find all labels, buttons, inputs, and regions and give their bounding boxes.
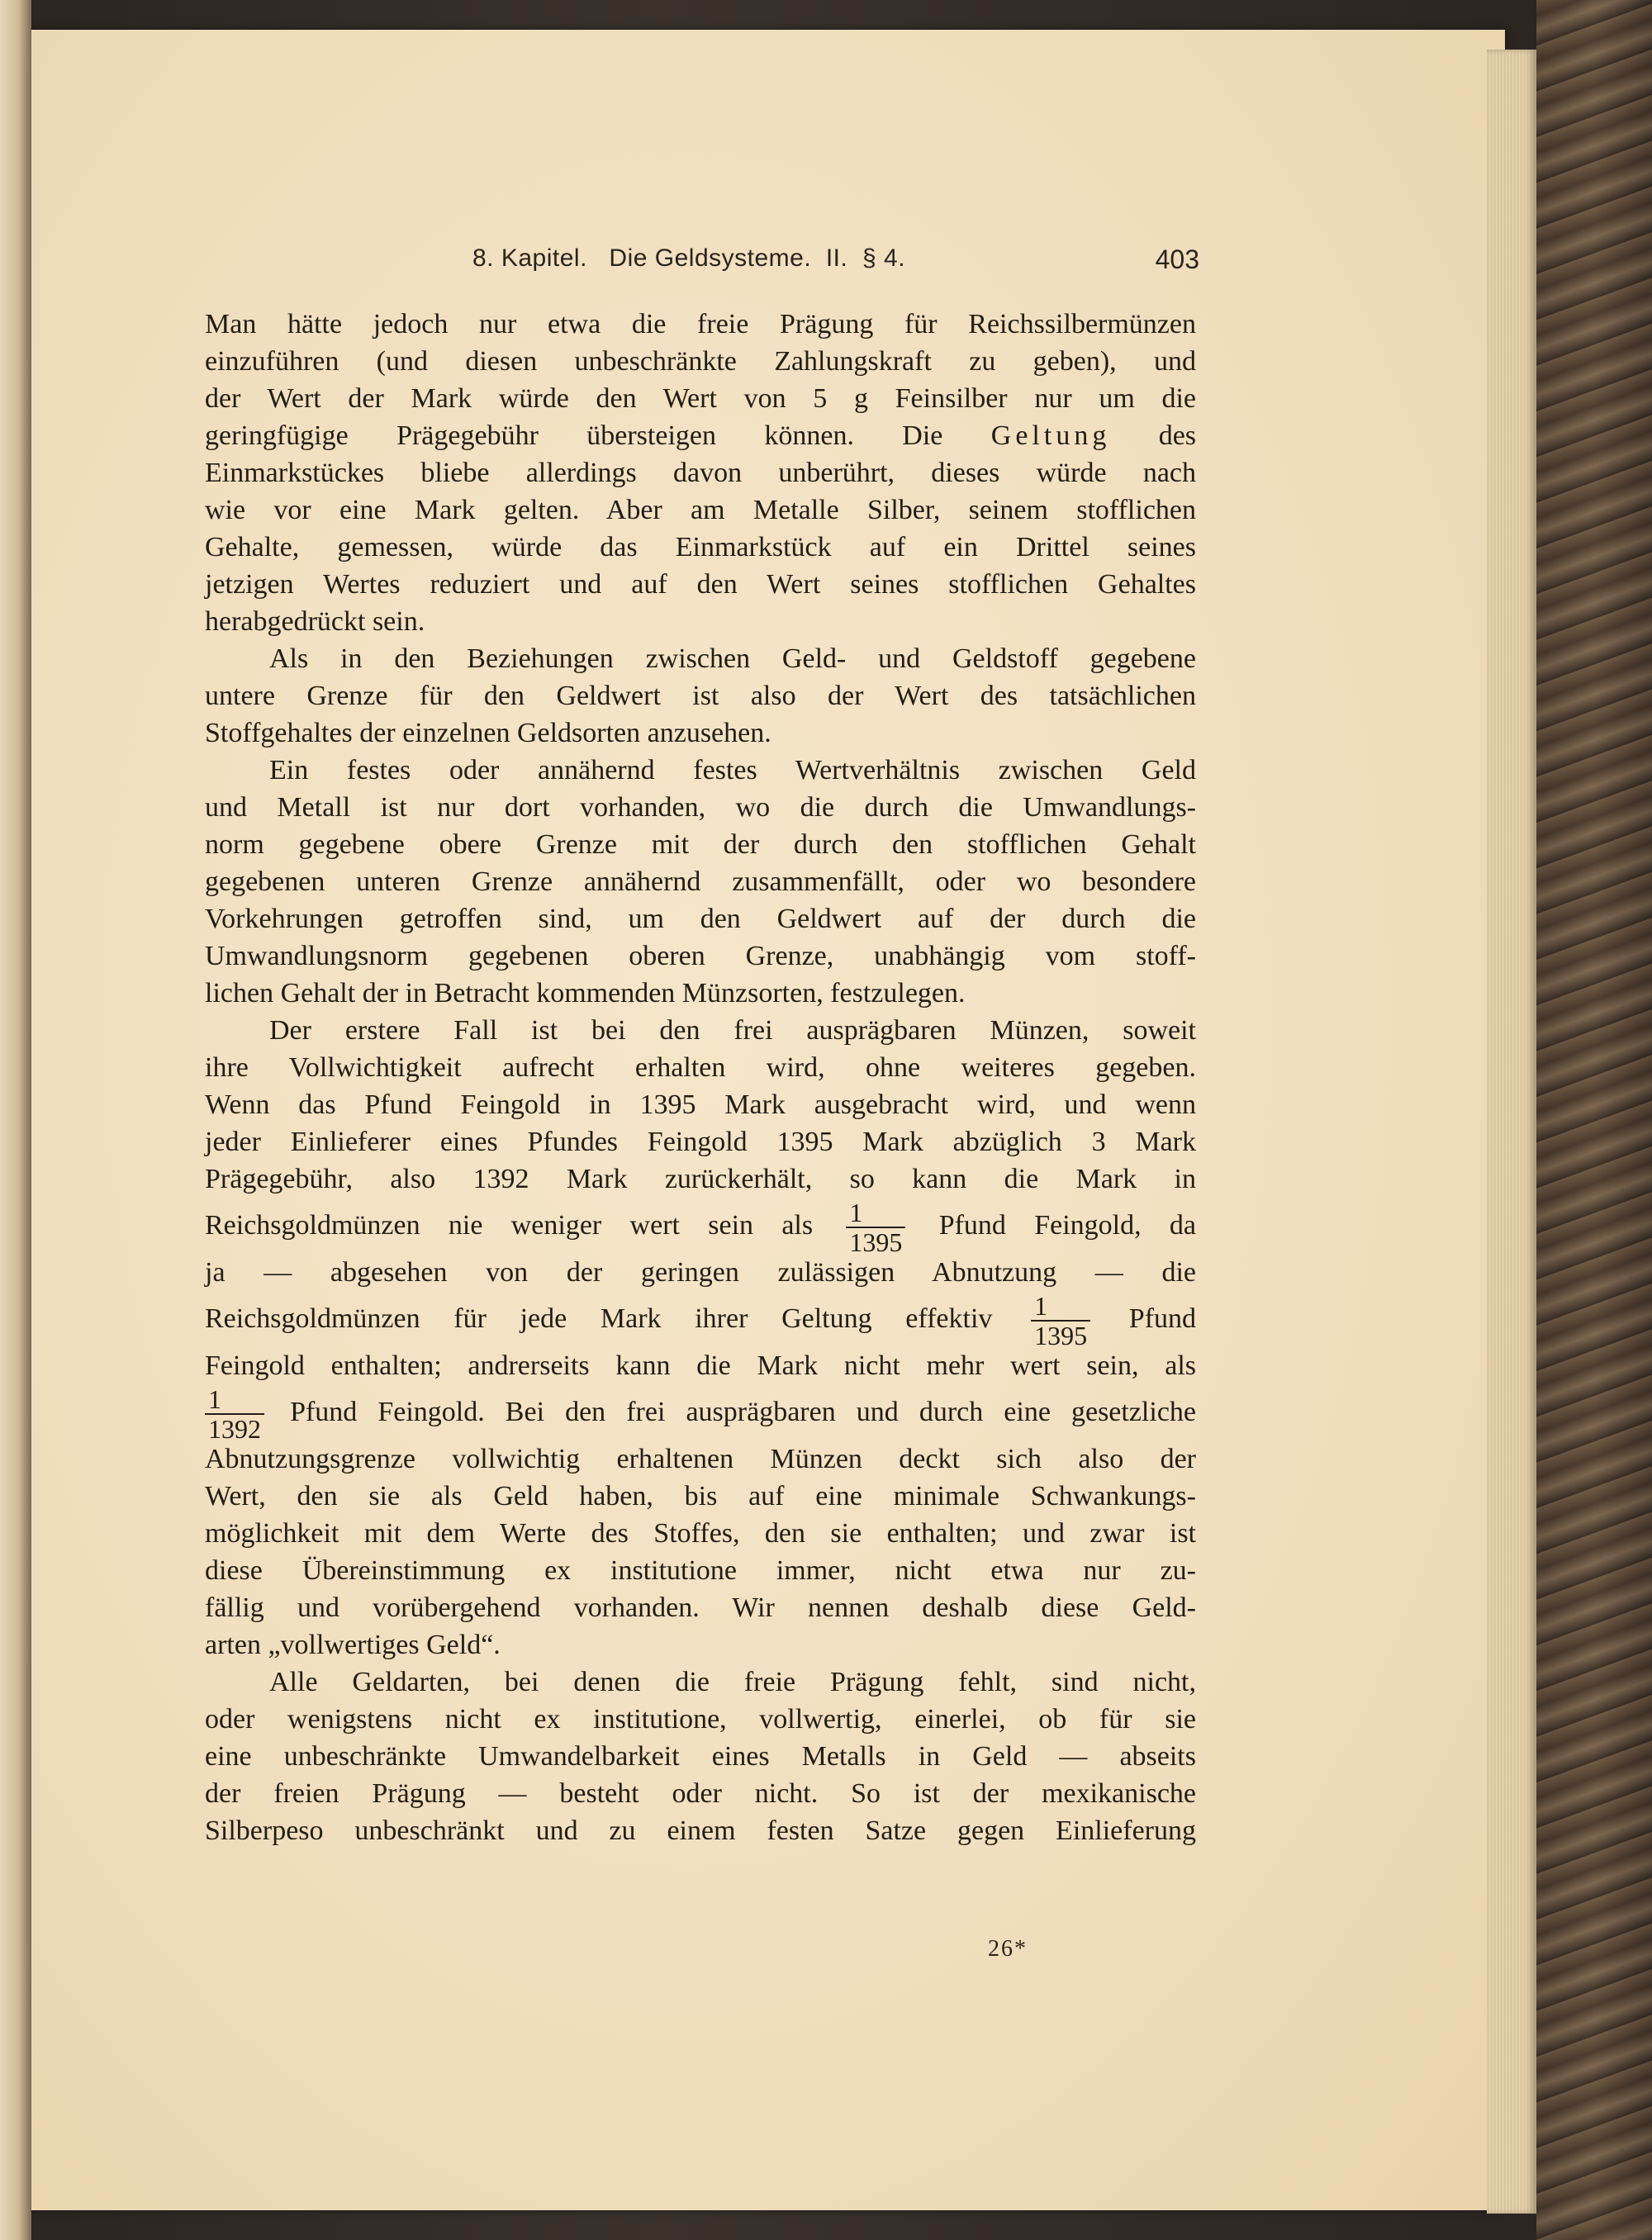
text-line: ja — abgesehen von der geringen zulässigen Abnutzung — die (205, 1257, 1196, 1288)
text-line: arten „vollwertiges Geld“. (205, 1630, 501, 1660)
text-line: norm gegebene obere Grenze mit der durch den stofflichen Gehalt (205, 829, 1196, 860)
text-line: Abnutzungsgrenze vollwichtig erhaltenen Münzen deckt sich also der (205, 1444, 1196, 1474)
body-text (205, 306, 1196, 1849)
text-line: Wenn das Pfund Feingold in 1395 Mark ausgebracht wird, und wenn (205, 1089, 1196, 1120)
text-line: Prägegebühr, also 1392 Mark zurückerhält, so kann die Mark in (205, 1164, 1196, 1194)
page-block-edges (1487, 50, 1536, 2214)
text-line: fällig und vorübergehend vorhanden. Wir nennen deshalb diese Geld- (205, 1592, 1196, 1623)
text-line: $\frac{1}{1392}$ Pfund Feingold. Bei den frei ausprägbaren und durch eine gesetzliche (205, 1384, 1196, 1440)
text-line: Gehalte, gemessen, würde das Einmarkstück auf ein Drittel seines (205, 532, 1196, 562)
fraction: $\frac{1}{1392}$ (205, 1385, 264, 1443)
text-line: diese Übereinstimmung ex institutione immer, nicht etwa nur zu- (205, 1555, 1196, 1586)
text-line: Man hätte jedoch nur etwa die freie Prägung für Reichssilbermünzen (205, 309, 1196, 339)
signature-mark: 26* (988, 1936, 1028, 1962)
text-line: Vorkehrungen getroffen sind, um den Geldwert auf der durch die (205, 904, 1196, 934)
page-number: 403 (1155, 244, 1199, 274)
text-line: Alle Geldarten, bei denen die freie Prägung fehlt, sind nicht, (269, 1667, 1196, 1697)
running-header: 8. Kapitel. Die Geldsysteme. II. § 4. (472, 244, 906, 272)
text-line: Reichsgoldmünzen nie weniger wert sein als $\frac{1}{1395}$ Pfund Feingold, da (205, 1198, 1196, 1258)
text-line: einzuführen (und diesen unbeschränkte Zahlungskraft zu geben), und (205, 346, 1196, 377)
text-line: jeder Einlieferer eines Pfundes Feingold 1395 Mark abzüglich 3 Mark (205, 1127, 1196, 1157)
marbled-edge (1536, 0, 1652, 2240)
text-line: ihre Vollwichtigkeit aufrecht erhalten wird, ohne weiteres gegeben. (205, 1052, 1196, 1083)
text-line: Ein festes oder annähernd festes Wertverhältnis zwischen Geld (269, 755, 1196, 785)
text-line: jetzigen Wertes reduziert und auf den Wert seines stofflichen Gehaltes (205, 569, 1196, 600)
text-line: Als in den Beziehungen zwischen Geld- und Geldstoff gegebene (269, 643, 1196, 674)
text-line: eine unbeschränkte Umwandelbarkeit eines Metalls in Geld — abseits (205, 1741, 1196, 1772)
text-line: und Metall ist nur dort vorhanden, wo die durch die Umwandlungs- (205, 792, 1196, 823)
text-line: lichen Gehalt der in Betracht kommenden Münzsorten, festzulegen. (205, 978, 966, 1008)
text-line: möglichkeit mit dem Werte des Stoffes, den sie enthalten; und zwar ist (205, 1518, 1196, 1549)
text-line: wie vor eine Mark gelten. Aber am Metalle Silber, seinem stofflichen (205, 495, 1196, 525)
text-line: Wert, den sie als Geld haben, bis auf eine minimale Schwankungs- (205, 1481, 1196, 1512)
text-line: Umwandlungsnorm gegebenen oberen Grenze, unabhängig vom stoff- (205, 941, 1196, 971)
text-line: Einmarkstückes bliebe allerdings davon unberührt, dieses würde nach (205, 458, 1196, 488)
text-line: Silberpeso unbeschränkt und zu einem festen Satze gegen Einlieferung (205, 1815, 1196, 1846)
spine-strip (0, 0, 31, 2240)
text-line: Der erstere Fall ist bei den frei ausprägbaren Münzen, soweit (269, 1015, 1196, 1046)
text-line: Reichsgoldmünzen für jede Mark ihrer Geltung effektiv $\frac{1}{1395}$ Pfund (205, 1291, 1197, 1351)
text-line: herabgedrückt sein. (205, 606, 425, 637)
text-line: geringfügige Prägegebühr übersteigen können. Die Geltung des (205, 420, 1197, 451)
spaced-emphasis: Geltung (990, 420, 1111, 451)
text-line: gegebenen unteren Grenze annähernd zusammenfällt, oder wo besondere (205, 866, 1196, 897)
text-line: Feingold enthalten; andrerseits kann die Mark nicht mehr wert sein, als (205, 1350, 1196, 1381)
text-line: Stoffgehaltes der einzelnen Geldsorten anzusehen. (205, 718, 771, 748)
fraction: $\frac{1}{1395}$ (1031, 1292, 1090, 1350)
text-line: der freien Prägung — besteht oder nicht. So ist der mexikanische (205, 1778, 1196, 1809)
text-line: der Wert der Mark würde den Wert von 5 g Feinsilber nur um die (205, 383, 1196, 414)
text-line: untere Grenze für den Geldwert ist also der Wert des tatsächlichen (205, 681, 1196, 711)
fraction: $\frac{1}{1395}$ (846, 1198, 905, 1256)
text-line: oder wenigstens nicht ex institutione, vollwertig, einerlei, ob für sie (205, 1704, 1196, 1735)
